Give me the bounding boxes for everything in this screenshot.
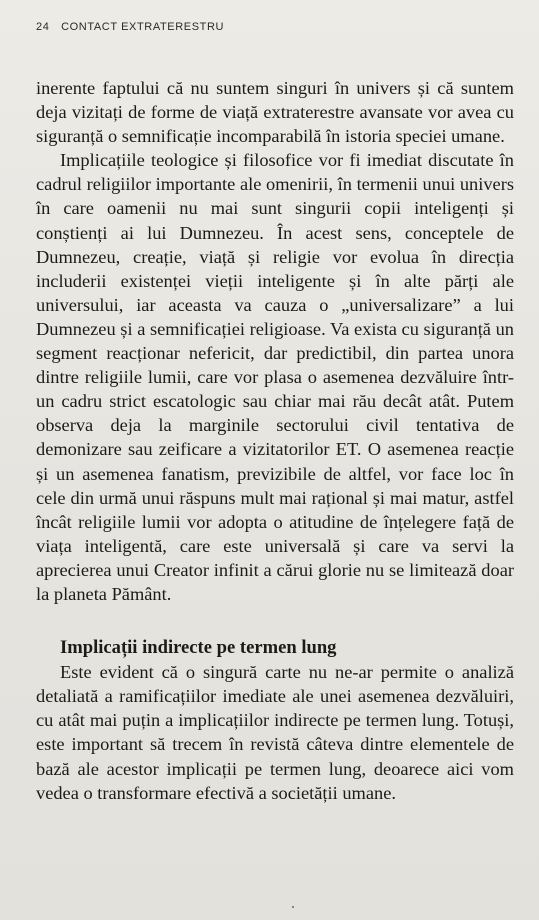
paragraph-continued: inerente faptului că nu suntem singuri în univers și că suntem deja vizitați de forme de viață extraterestre avansate vor avea cu siguranță o semnificație incomparabilă în istoria speciei umane. [36,78,514,147]
section-heading: Implicații indirecte pe termen lung [60,637,337,659]
paragraph-theological-implications: Implicațiile teologice și filosofice vor fi imediat discutate în cadrul religiilor importante ale omenirii, în termenii unui univers în care oamenii nu mai sunt singurii copii inteligenți și conștienți ai lui Dumnezeu. În acest sens, conceptele de Dumnezeu, creație, viață și religie vor evolua în direcția includerii existenței vieții inteligente și în alte părți ale universului, iar aceasta va cauza o „universalizare” a lui Dumnezeu și a semnificației religioase. Va exista cu siguranță un segment reacționar nefericit, dar predictibil, din partea unora dintre religiile lumii, care vor plasa o asemenea dezvăluire într-un cadru strict escatologic sau chiar mai rău decât atât. Putem observa deja la marginile sectorului civil tentativa de demonizare sau zeificare a vizitatorilor ET. O asemenea reacție și un asemenea fanatism, previzibile de altfel, vor face loc în cele din urmă unui răspuns mult mai rațional și mai matur, astfel încât religiile lumii vor adopta o atitudine de înțelegere față de viața inteligentă, care este universală și care va servi la aprecierea unui Creator infinit a cărui glorie nu se limitează doar la planeta Pământ. [36,150,514,604]
page-number: 24 [36,21,50,33]
page-speck [292,906,294,908]
body-text [36,76,514,805]
running-title: CONTACT EXTRATERESTRU [61,21,225,33]
paragraph-indirect-implications: Este evident că o singură carte nu ne-ar permite o analiză detaliată a ramificațiilor imediate ale unei asemenea dezvăluiri, cu atât mai puțin a implicațiilor indirecte pe termen lung. Totuși, este important să trecem în revistă câteva dintre elementele de bază ale acestor implicații pe termen lung, deoarece aici vom vedea o transformare efectivă a societății umane. [36,662,514,803]
running-header [36,21,224,33]
